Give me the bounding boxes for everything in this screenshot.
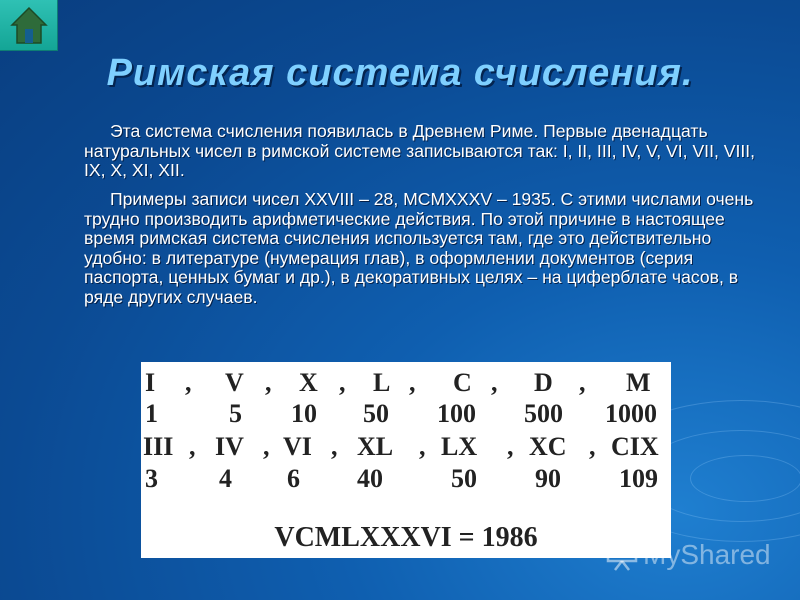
arabic-row-1 (141, 399, 671, 431)
paragraph-examples: Примеры записи чисел XXVIII – 28, MCMXXXV – 1935. С этими числами очень трудно производить арифметические действия. По этой причине в настоящее время римская система счисления используется там, где это действительно удобно: в литературе (нумерация глав), в оформлении документов (серия паспорта, ценных бумаг и др.), в декоративных целях – на циферблате часов, в ряде других случаев. (84, 189, 754, 307)
roman-numerals-table (141, 362, 671, 558)
table-cell: 4 (219, 464, 232, 493)
watermark-text: MyShared (643, 539, 771, 570)
table-cell: 50 (451, 464, 477, 493)
example-equation: VCMLXXXVI = 1986 (274, 522, 538, 553)
table-cell: M (626, 368, 651, 397)
table-cell: 40 (357, 464, 383, 493)
table-cell: 109 (619, 464, 658, 493)
table-cell: X (299, 368, 318, 397)
table-cell: V (225, 368, 244, 397)
table-cell: , (419, 432, 426, 461)
table-cell: , (189, 432, 196, 461)
home-button[interactable] (0, 0, 58, 51)
roman-row-2 (141, 432, 671, 464)
arabic-row-2 (141, 464, 671, 496)
table-cell: , (265, 368, 272, 397)
table-cell: LX (441, 432, 478, 461)
table-cell: , (579, 368, 586, 397)
table-cell: 500 (524, 399, 563, 428)
table-cell: III (143, 432, 174, 461)
roman-row-1 (141, 368, 671, 400)
table-cell: 1 (145, 399, 158, 428)
water-ripple (690, 455, 800, 502)
table-cell: , (589, 432, 596, 461)
table-cell: 10 (291, 399, 317, 428)
presentation-icon (605, 538, 639, 572)
table-cell: 50 (363, 399, 389, 428)
table-cell: XL (357, 432, 394, 461)
table-cell: 5 (229, 399, 242, 428)
table-cell: 100 (437, 399, 476, 428)
table-cell: C (453, 368, 472, 397)
table-cell: , (507, 432, 514, 461)
table-cell: XC (529, 432, 567, 461)
paragraph-intro: Эта система счисления появилась в Древнем Риме. Первые двенадцать натуральных чисел в римской системе записываются так: I, II, III, IV, V, VI, VII, VIII, IX, X, XI, XII. (84, 121, 756, 181)
table-cell: IV (215, 432, 244, 461)
table-cell: , (409, 368, 416, 397)
table-cell: , (263, 432, 270, 461)
table-cell: 90 (535, 464, 561, 493)
table-cell: , (185, 368, 192, 397)
table-cell: VI (283, 432, 312, 461)
home-icon (10, 5, 48, 45)
table-cell: , (339, 368, 346, 397)
table-cell: 1000 (605, 399, 657, 428)
slide-title: Римская система счисления. (106, 52, 694, 94)
table-cell: , (491, 368, 498, 397)
table-cell: D (534, 368, 553, 397)
table-cell: I (145, 368, 156, 397)
table-cell: 6 (287, 464, 300, 493)
table-cell: 3 (145, 464, 158, 493)
myshared-watermark (605, 532, 790, 578)
table-cell: L (373, 368, 391, 397)
table-cell: , (331, 432, 338, 461)
table-cell: CIX (611, 432, 659, 461)
